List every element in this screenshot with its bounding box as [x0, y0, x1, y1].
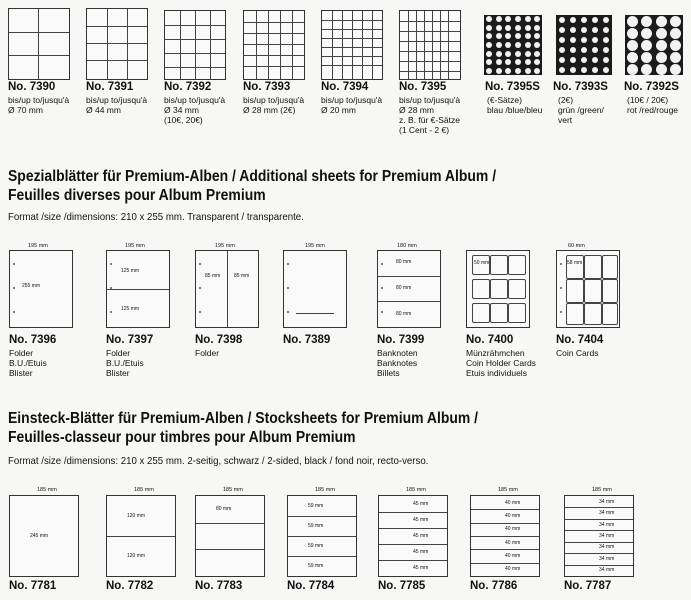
sheet-7390-illustration — [8, 8, 70, 80]
item-number: No. 7398 — [195, 334, 243, 346]
item-number: No. 7395S — [485, 81, 540, 93]
sheet-7395s-illustration — [484, 15, 542, 75]
strip-height-label: 59 mm — [308, 503, 324, 509]
coin-hole — [581, 27, 587, 33]
coin-hole — [592, 37, 598, 43]
coin-hole — [603, 27, 609, 33]
coin-hole — [570, 57, 576, 63]
coin-hole — [581, 67, 587, 73]
coin-hole — [592, 67, 598, 73]
strip-line — [107, 536, 175, 537]
item-number: No. 7783 — [195, 580, 243, 592]
coin-hole — [515, 16, 521, 22]
coin-hole — [505, 16, 511, 22]
strip-line — [471, 536, 539, 537]
coin-hole — [627, 64, 638, 75]
coin-hole — [515, 68, 521, 74]
coin-hole — [534, 59, 540, 65]
strip-line — [288, 556, 356, 557]
sheet-7391-illustration — [86, 8, 148, 80]
strip-line — [196, 523, 264, 524]
item-description: bis/up to/jusqu'à Ø 34 mm (10€, 20€) — [164, 95, 226, 125]
item-description: (€-Sätze) blau /blue/bleu — [487, 95, 543, 115]
strip-height-label: 59 mm — [308, 543, 324, 549]
dimension-label: 125 mm — [121, 306, 140, 312]
item-number: No. 7784 — [287, 580, 335, 592]
sheet-7400-illustration — [466, 250, 530, 328]
dimension-label: 60 mm — [568, 243, 585, 249]
coin-hole — [581, 17, 587, 23]
strip-height-label: 120 mm — [127, 553, 146, 559]
item-number: No. 7781 — [9, 580, 57, 592]
dimension-label: 195 mm — [215, 243, 235, 249]
dimension-label: 185 mm — [134, 487, 154, 493]
coin-hole — [486, 16, 492, 22]
coin-hole — [515, 42, 521, 48]
coin-hole — [505, 42, 511, 48]
coin-hole — [486, 42, 492, 48]
strip-height-label: 34 mm — [599, 567, 615, 574]
strip-line — [471, 563, 539, 564]
coin-hole — [592, 47, 598, 53]
coin-hole — [603, 47, 609, 53]
coin-hole — [656, 52, 667, 63]
coin-hole — [581, 47, 587, 53]
coin-hole — [627, 28, 638, 39]
dimension-label: 195 mm — [125, 243, 145, 249]
coin-hole — [486, 68, 492, 74]
coin-hole — [486, 59, 492, 65]
strip-height-label: 40 mm — [505, 513, 521, 519]
strip-height-label: 34 mm — [599, 521, 615, 528]
item-description: bis/up to/jusqu'à Ø 70 mm — [8, 95, 70, 115]
strip-line — [471, 549, 539, 550]
strip-height-label: 80 mm — [216, 506, 232, 513]
coin-hole — [559, 47, 565, 53]
strip-line — [565, 553, 633, 554]
coin-hole — [505, 33, 511, 39]
coin-hole — [496, 51, 502, 57]
strip-line — [471, 523, 539, 524]
coin-hole — [534, 42, 540, 48]
coin-hole — [505, 25, 511, 31]
item-description: Banknoten Banknotes Billets — [377, 348, 418, 378]
sheet-7398-illustration — [195, 250, 259, 328]
dimension-label: 50 mm — [474, 260, 490, 266]
item-number: No. 7396 — [9, 334, 57, 346]
item-description: (10€ / 20€) rot /red/rouge — [627, 95, 679, 115]
dimension-label: 185 mm — [592, 487, 612, 493]
coin-hole — [627, 52, 638, 63]
strip-height-label: 40 mm — [505, 526, 521, 533]
dimension-label: 85 mm — [234, 273, 250, 279]
item-description: Folder — [195, 348, 220, 358]
coin-hole — [515, 25, 521, 31]
coin-hole — [641, 64, 652, 75]
strip-height-label: 45 mm — [413, 501, 429, 507]
item-number: No. 7399 — [377, 334, 425, 346]
coin-hole — [670, 64, 681, 75]
sheet-7392s-illustration — [625, 15, 683, 75]
strip-line — [288, 516, 356, 517]
stocksheet-7784 — [287, 495, 357, 577]
item-description: (2€) grün /green/ vert — [558, 95, 604, 125]
strip-height-label: 34 mm — [599, 498, 615, 505]
coin-hole — [603, 67, 609, 73]
coin-hole — [570, 47, 576, 53]
sheet-7392-illustration — [164, 10, 226, 80]
coin-hole — [505, 59, 511, 65]
item-number: No. 7397 — [106, 334, 154, 346]
coin-hole — [496, 42, 502, 48]
dimension-label: 80 mm — [396, 285, 412, 291]
item-number: No. 7787 — [564, 580, 612, 592]
coin-hole — [486, 33, 492, 39]
item-number: No. 7389 — [283, 334, 331, 346]
strip-height-label: 40 mm — [505, 499, 521, 506]
strip-height-label: 40 mm — [505, 553, 521, 559]
strip-height-label: 34 mm — [599, 510, 615, 517]
dimension-label: 255 mm — [22, 283, 41, 289]
section1-title-line2: Feuilles diverses pour Album Premium — [8, 187, 266, 204]
strip-height-label: 34 mm — [599, 555, 615, 562]
coin-hole — [570, 17, 576, 23]
strip-line — [565, 530, 633, 531]
sheet-7393-illustration — [243, 10, 305, 80]
item-number: No. 7785 — [378, 580, 426, 592]
section1-format: Format /size /dimensions: 210 x 255 mm. Transparent / transparente. — [8, 211, 304, 223]
item-number: No. 7391 — [86, 81, 134, 93]
strip-line — [196, 549, 264, 550]
item-description: Münzrähmchen Coin Holder Cards Etuis individuels — [466, 348, 536, 378]
section1-title-line1: Spezialblätter für Premium-Alben / Additional sheets for Premium Album / — [8, 168, 497, 185]
coin-hole — [581, 37, 587, 43]
dimension-label: 125 mm — [121, 268, 140, 274]
item-number: No. 7390 — [8, 81, 56, 93]
section2-title-line1: Einsteck-Blätter für Premium-Alben / Stocksheets for Premium Album / — [8, 410, 479, 427]
strip-height-label: 40 mm — [505, 566, 521, 573]
coin-hole — [656, 64, 667, 75]
coin-hole — [670, 40, 681, 51]
item-description: bis/up to/jusqu'à Ø 44 mm — [86, 95, 148, 115]
coin-hole — [603, 37, 609, 43]
sheet-7396-illustration — [9, 250, 73, 328]
coin-hole — [496, 16, 502, 22]
dimension-label: 80 mm — [396, 311, 412, 317]
coin-hole — [505, 51, 511, 57]
coin-hole — [525, 33, 531, 39]
item-description: Folder B.U./Etuis Blister — [9, 348, 47, 378]
sheet-7404-illustration — [556, 250, 620, 328]
strip-height-label: 34 mm — [599, 533, 615, 539]
coin-hole — [559, 17, 565, 23]
strip-height-label: 59 mm — [308, 523, 324, 529]
item-number: No. 7782 — [106, 580, 154, 592]
coin-hole — [486, 25, 492, 31]
item-description: Folder B.U./Etuis Blister — [106, 348, 144, 378]
sheet-7394-illustration — [321, 10, 383, 80]
coin-hole — [603, 17, 609, 23]
item-description: bis/up to/jusqu'à Ø 28 mm z. B. für €-Sätze (1 Cent - 2 €) — [399, 95, 461, 135]
coin-hole — [496, 25, 502, 31]
coin-hole — [627, 16, 638, 27]
sheet-7397-illustration — [106, 250, 170, 328]
dimension-label: 195 mm — [28, 243, 48, 249]
stocksheet-7787 — [564, 495, 634, 577]
coin-hole — [641, 52, 652, 63]
coin-hole — [670, 52, 681, 63]
item-number: No. 7404 — [556, 334, 604, 346]
dimension-label: 185 mm — [37, 487, 57, 493]
strip-line — [565, 507, 633, 508]
item-description: Coin Cards — [556, 348, 599, 358]
strip-line — [565, 542, 633, 543]
stocksheet-7786 — [470, 495, 540, 577]
strip-line — [379, 512, 447, 513]
item-number: No. 7393S — [553, 81, 608, 93]
coin-hole — [570, 27, 576, 33]
strip-height-label: 59 mm — [308, 563, 324, 569]
coin-hole — [525, 51, 531, 57]
coin-hole — [670, 28, 681, 39]
coin-hole — [656, 40, 667, 51]
sheet-7393s-illustration — [556, 15, 612, 75]
coin-hole — [570, 37, 576, 43]
strip-line — [565, 565, 633, 566]
strip-height-label: 45 mm — [413, 533, 429, 539]
item-number: No. 7392 — [164, 81, 212, 93]
coin-hole — [670, 16, 681, 27]
strip-line — [379, 560, 447, 561]
strip-height-label: 120 mm — [127, 513, 146, 519]
strip-height-label: 40 mm — [505, 539, 521, 546]
strip-line — [379, 528, 447, 529]
coin-hole — [641, 28, 652, 39]
item-description: bis/up to/jusqu'à Ø 20 mm — [321, 95, 383, 115]
item-number: No. 7786 — [470, 580, 518, 592]
item-number: No. 7392S — [624, 81, 679, 93]
coin-hole — [505, 68, 511, 74]
dimension-label: 185 mm — [223, 487, 243, 493]
stocksheet-7781 — [9, 495, 79, 577]
coin-hole — [525, 68, 531, 74]
coin-hole — [603, 57, 609, 63]
dimension-label: 185 mm — [315, 487, 335, 493]
coin-hole — [559, 67, 565, 73]
coin-hole — [581, 57, 587, 63]
coin-hole — [534, 33, 540, 39]
dimension-label: 80 mm — [396, 259, 412, 265]
strip-height-label: 45 mm — [413, 565, 429, 571]
stocksheet-7785 — [378, 495, 448, 577]
strip-height-label: 34 mm — [599, 544, 615, 551]
coin-hole — [496, 59, 502, 65]
dimension-label: 195 mm — [305, 243, 325, 249]
strip-line — [471, 509, 539, 510]
coin-hole — [486, 51, 492, 57]
item-number: No. 7394 — [321, 81, 369, 93]
strip-line — [288, 536, 356, 537]
coin-hole — [592, 17, 598, 23]
coin-hole — [525, 59, 531, 65]
strip-line — [565, 519, 633, 520]
dimension-label: 185 mm — [498, 487, 518, 493]
sheet-7389-illustration — [283, 250, 347, 328]
coin-hole — [515, 59, 521, 65]
coin-hole — [641, 16, 652, 27]
coin-hole — [592, 27, 598, 33]
coin-hole — [525, 25, 531, 31]
dimension-label: 185 mm — [406, 487, 426, 493]
section2-title-line2: Feuilles-classeur pour timbres pour Album Premium — [8, 429, 356, 446]
stocksheet-7782 — [106, 495, 176, 577]
coin-hole — [641, 40, 652, 51]
coin-hole — [496, 33, 502, 39]
sheet-7395-illustration — [399, 10, 461, 80]
strip-height-label: 45 mm — [413, 549, 429, 555]
item-number: No. 7395 — [399, 81, 447, 93]
coin-hole — [592, 57, 598, 63]
sheet-7399-illustration — [377, 250, 441, 328]
dimension-label: 58 mm — [567, 260, 583, 266]
section2-format: Format /size /dimensions: 210 x 255 mm. 2-seitig, schwarz / 2-sided, black / fond noir, recto-verso. — [8, 455, 429, 467]
strip-line — [379, 544, 447, 545]
dimension-label: 180 mm — [397, 243, 417, 249]
coin-hole — [525, 16, 531, 22]
strip-height-label: 45 mm — [413, 517, 429, 523]
coin-hole — [570, 67, 576, 73]
coin-hole — [496, 68, 502, 74]
coin-hole — [559, 57, 565, 63]
coin-hole — [534, 16, 540, 22]
coin-hole — [525, 42, 531, 48]
coin-hole — [515, 33, 521, 39]
coin-hole — [515, 51, 521, 57]
item-number: No. 7400 — [466, 334, 514, 346]
coin-hole — [559, 27, 565, 33]
coin-hole — [534, 51, 540, 57]
dimension-label: 85 mm — [205, 273, 221, 279]
coin-hole — [656, 28, 667, 39]
item-description: bis/up to/jusqu'à Ø 28 mm (2€) — [243, 95, 305, 115]
coin-hole — [534, 25, 540, 31]
item-number: No. 7393 — [243, 81, 291, 93]
coin-hole — [627, 40, 638, 51]
stocksheet-7783 — [195, 495, 265, 577]
coin-hole — [656, 16, 667, 27]
strip-height-label: 245 mm — [30, 533, 49, 539]
coin-hole — [534, 68, 540, 74]
coin-hole — [559, 37, 565, 43]
